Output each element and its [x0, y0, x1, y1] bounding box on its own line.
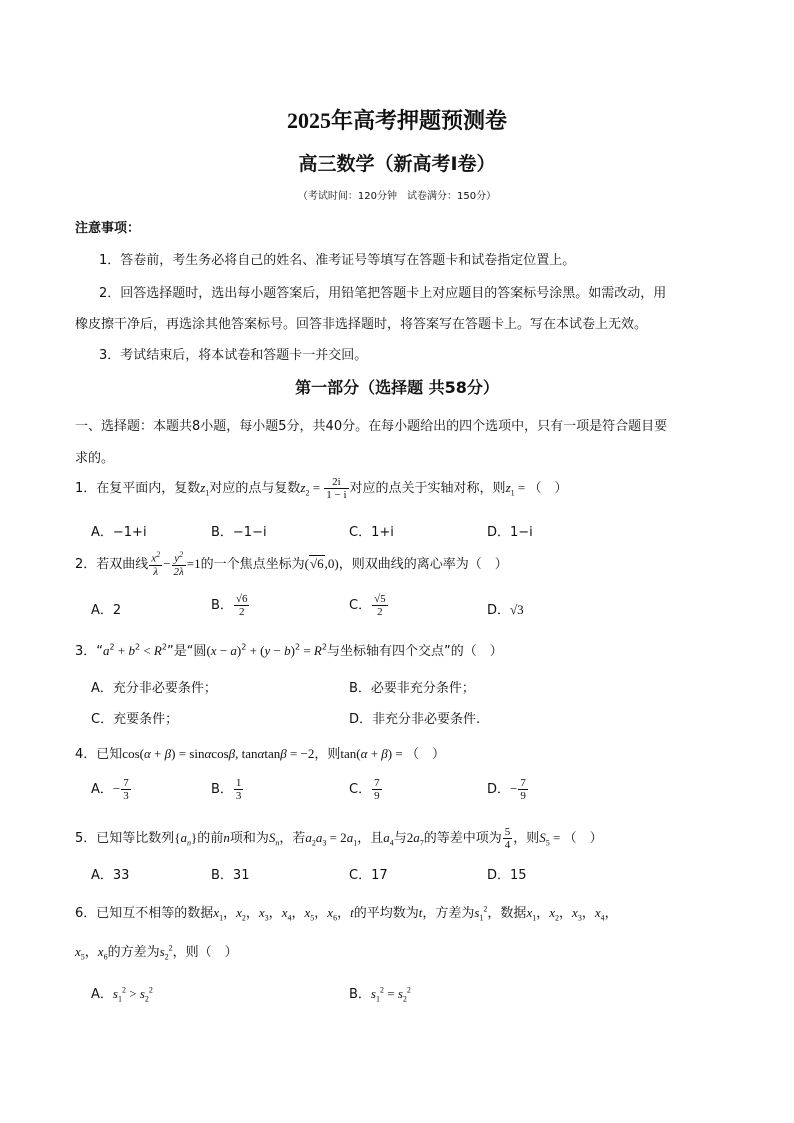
note-item: 2．回答选择题时，选出每小题答案后，用铅笔把答题卡上对应题目的答案标号涂黑。如需改动，用	[99, 286, 667, 301]
option-b[interactable]: B． $\frac{√6}{2}$	[211, 593, 248, 619]
option-d[interactable]: D．15	[487, 868, 527, 883]
section-intro: 一、选择题：本题共8小题，每小题5分，共40分。在每小题给出的四个选项中，只有一项是符合题目要	[75, 419, 668, 434]
question-4: 4．已知cos(α + β) = sinαcosβ, tanαtanβ = −2，则tan(α + β) = （ ）	[75, 746, 445, 762]
option-d[interactable]: D．− $\frac{7}{9}$	[487, 777, 526, 803]
option-a[interactable]: A．33	[91, 868, 130, 883]
option-c[interactable]: C． $\frac{√5}{2}$	[349, 593, 386, 619]
option-c[interactable]: C． $\frac{7}{9}$	[349, 777, 380, 803]
question-6: 6．已知互不相等的数据$x_1$，$x_2$，$x_3$，$x_4$，$x_5$，$x_6$，t的平均数为t，方差为$s_1^2$，数据$x_1$，$x_2$，$x_3$，$x_4$，	[75, 904, 618, 923]
question-2: 2．若双曲线 $\frac{x^2}{\lambda}$ − $\frac{y^2}{2\lambda}$ =1的一个焦点坐标为(√6,0)，则双曲线的离心率为（ ）	[75, 550, 508, 578]
option-c[interactable]: C．17	[349, 868, 388, 883]
option-c[interactable]: C．1+i	[349, 525, 394, 540]
notes-heading: 注意事项：	[75, 221, 141, 236]
section-intro: 求的。	[75, 451, 115, 466]
note-item: 1．答卷前，考生务必将自己的姓名、准考证号等填写在答题卡和试卷指定位置上。	[99, 253, 576, 268]
option-b[interactable]: B．$s_1^2 = s_2^2$	[349, 985, 411, 1004]
exam-info: （考试时间：120分钟 试卷满分：150分）	[297, 191, 497, 202]
note-item: 橡皮擦干净后，再选涂其他答案标号。回答非选择题时，将答案写在答题卡上。写在本试卷上无效。	[75, 317, 648, 332]
option-a[interactable]: A．$s_1^2 > s_2^2$	[91, 985, 153, 1004]
option-d[interactable]: D．√3	[487, 602, 524, 618]
question-1: 1．在复平面内，复数$z_1$对应的点与复数$z_2$ = $\frac{2i}{1 - i}$ 对应的点关于实轴对称，则$z_1$ = （ ）	[75, 476, 568, 502]
option-b[interactable]: B．−1−i	[211, 525, 267, 540]
option-d[interactable]: D．非充分非必要条件.	[349, 712, 481, 727]
option-a[interactable]: A．充分非必要条件；	[91, 681, 217, 696]
page-subtitle: 高三数学（新高考Ⅰ卷）	[298, 153, 496, 175]
option-c[interactable]: C．充要条件；	[91, 712, 179, 727]
page-title: 2025年高考押题预测卷	[286, 108, 507, 133]
option-b[interactable]: B．31	[211, 868, 250, 883]
option-a[interactable]: A．− $\frac{7}{3}$	[91, 777, 129, 803]
question-5: 5．已知等比数列$\{a_n\}$的前n项和为$S_n$，若$a_2a_3 = 2a_1$，且$a_4$与$2a_7$的等差中项为 $\frac{5}{4}$ ，则$S_5$ = （ ）	[75, 826, 603, 852]
option-b[interactable]: B．必要非充分条件；	[349, 681, 475, 696]
option-b[interactable]: B． $\frac{1}{3}$	[211, 777, 242, 803]
section-title: 第一部分（选择题 共58分）	[295, 378, 499, 397]
option-a[interactable]: A．−1+i	[91, 525, 147, 540]
option-a[interactable]: A．2	[91, 603, 122, 618]
question-3: 3．“$a^2 + b^2 < R^2$”是“圆$(x - a)^2 + (y - b)^2 = R^2$与坐标轴有四个交点”的（ ）	[75, 642, 503, 659]
option-d[interactable]: D．1−i	[487, 525, 533, 540]
note-item: 3．考试结束后，将本试卷和答题卡一并交回。	[99, 348, 368, 363]
question-6-cont: $x_5$，$x_6$的方差为$s_2^2$，则（ ）	[75, 943, 238, 962]
